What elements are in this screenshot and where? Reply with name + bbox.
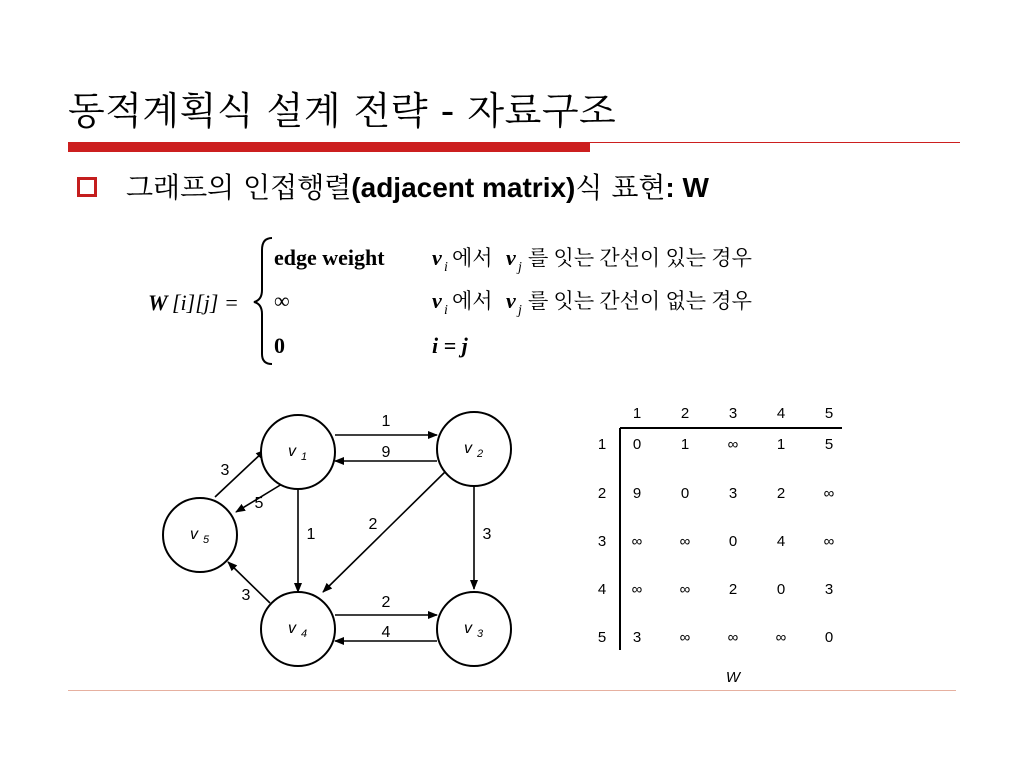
cell-5-2: ∞ xyxy=(679,629,691,646)
col-header-2: 2 xyxy=(680,405,690,422)
directed-graph xyxy=(160,400,520,672)
row-header-1: 1 xyxy=(597,436,607,453)
node-v2 xyxy=(437,412,511,486)
formula-lhs-w: W xyxy=(148,290,168,315)
row-header-2: 2 xyxy=(597,485,607,502)
node-v1 xyxy=(261,415,335,489)
matrix-caption: W xyxy=(725,669,741,686)
node-v2-label: v xyxy=(464,440,472,457)
node-v1-sub: 1 xyxy=(301,451,308,463)
cell-3-4: 4 xyxy=(776,533,786,550)
case-1-sub-i: i xyxy=(444,260,448,275)
cell-2-3: 3 xyxy=(728,485,738,502)
case-2-v2: v xyxy=(506,288,516,313)
cell-3-3: 0 xyxy=(728,533,738,550)
case-2-sub-j: j xyxy=(518,303,522,318)
cell-3-1: ∞ xyxy=(631,533,643,550)
cell-5-3: ∞ xyxy=(727,629,739,646)
case-1-value: edge weight xyxy=(274,245,385,270)
cell-1-3: ∞ xyxy=(727,436,739,453)
case-2-mid: 에서 xyxy=(452,289,493,313)
weight-v5-v1: 3 xyxy=(220,462,230,479)
node-v4-label: v xyxy=(288,620,296,637)
bullet-mid: 식 표현 xyxy=(575,171,666,204)
case-1-v2: v xyxy=(506,245,516,270)
formula-brace xyxy=(254,238,272,364)
cell-3-2: ∞ xyxy=(679,533,691,550)
node-v5 xyxy=(163,498,237,572)
cell-1-2: 1 xyxy=(680,436,690,453)
node-v3-label: v xyxy=(464,620,472,637)
weight-v2-v3: 3 xyxy=(482,526,492,543)
cell-5-5: 0 xyxy=(824,629,834,646)
case-2-v: v xyxy=(432,288,442,313)
col-header-3: 3 xyxy=(728,405,738,422)
case-1-v: v xyxy=(432,245,442,270)
footer-rule xyxy=(68,690,956,691)
weight-v4-v3: 2 xyxy=(381,594,391,611)
cell-1-4: 1 xyxy=(776,436,786,453)
cell-4-5: 3 xyxy=(824,581,834,598)
adjacency-matrix xyxy=(585,398,860,690)
row-header-5: 5 xyxy=(597,629,607,646)
case-1-mid: 에서 xyxy=(452,246,493,270)
cell-2-2: 0 xyxy=(680,485,690,502)
cell-3-5: ∞ xyxy=(823,533,835,550)
case-2-sub-i: i xyxy=(444,303,448,318)
node-v4 xyxy=(261,592,335,666)
weight-v2-v4: 2 xyxy=(368,516,378,533)
bullet-prefix: 그래프의 인접행렬 xyxy=(126,171,352,204)
cell-2-5: ∞ xyxy=(823,485,835,502)
weight-v2-v1: 9 xyxy=(381,444,391,461)
col-header-4: 4 xyxy=(776,405,786,422)
slide-title: 동적계획식 설계 전략 - 자료구조 xyxy=(68,89,617,133)
weight-v4-v5: 3 xyxy=(241,587,251,604)
case-1-post: 를 잇는 간선이 있는 경우 xyxy=(528,246,752,270)
cell-5-4: ∞ xyxy=(775,629,787,646)
cell-1-5: 5 xyxy=(824,436,834,453)
row-header-3: 3 xyxy=(597,533,607,550)
weight-v3-v4: 4 xyxy=(381,624,391,641)
case-2-post: 를 잇는 간선이 없는 경우 xyxy=(528,289,752,313)
title-underline-thin xyxy=(590,142,960,143)
case-3-condition: i = j xyxy=(432,333,468,358)
cell-4-2: ∞ xyxy=(679,581,691,598)
cell-4-3: 2 xyxy=(728,581,738,598)
case-1-sub-j: j xyxy=(518,260,522,275)
node-v1-label: v xyxy=(288,443,296,460)
node-v5-sub: 5 xyxy=(203,534,210,546)
weight-v1-v5: 5 xyxy=(254,495,264,512)
title-underline-thick xyxy=(68,142,590,152)
bullet-bold-tail: : W xyxy=(665,172,709,203)
col-header-1: 1 xyxy=(632,405,642,422)
node-v2-sub: 2 xyxy=(477,448,484,460)
weight-v1-v4: 1 xyxy=(306,526,316,543)
node-v3 xyxy=(437,592,511,666)
cell-1-1: 0 xyxy=(632,436,642,453)
cell-2-4: 2 xyxy=(776,485,786,502)
adjacency-formula xyxy=(140,230,860,370)
cell-4-4: 0 xyxy=(776,581,786,598)
node-v4-sub: 4 xyxy=(301,628,308,640)
case-2-value: ∞ xyxy=(274,288,290,313)
cell-5-1: 3 xyxy=(632,629,642,646)
bullet-line xyxy=(126,166,709,206)
bullet-square-icon xyxy=(77,177,97,197)
node-v5-label: v xyxy=(190,526,198,543)
formula-lhs-rest: [i][j] = xyxy=(172,290,239,315)
cell-4-1: ∞ xyxy=(631,581,643,598)
col-header-5: 5 xyxy=(824,405,834,422)
bullet-bold: (adjacent matrix) xyxy=(351,172,576,203)
cell-2-1: 9 xyxy=(632,485,642,502)
weight-v1-v2: 1 xyxy=(381,413,391,430)
node-v3-sub: 3 xyxy=(477,628,484,640)
row-header-4: 4 xyxy=(597,581,607,598)
case-3-value: 0 xyxy=(274,333,285,358)
edge-v2-v4 xyxy=(323,470,447,592)
